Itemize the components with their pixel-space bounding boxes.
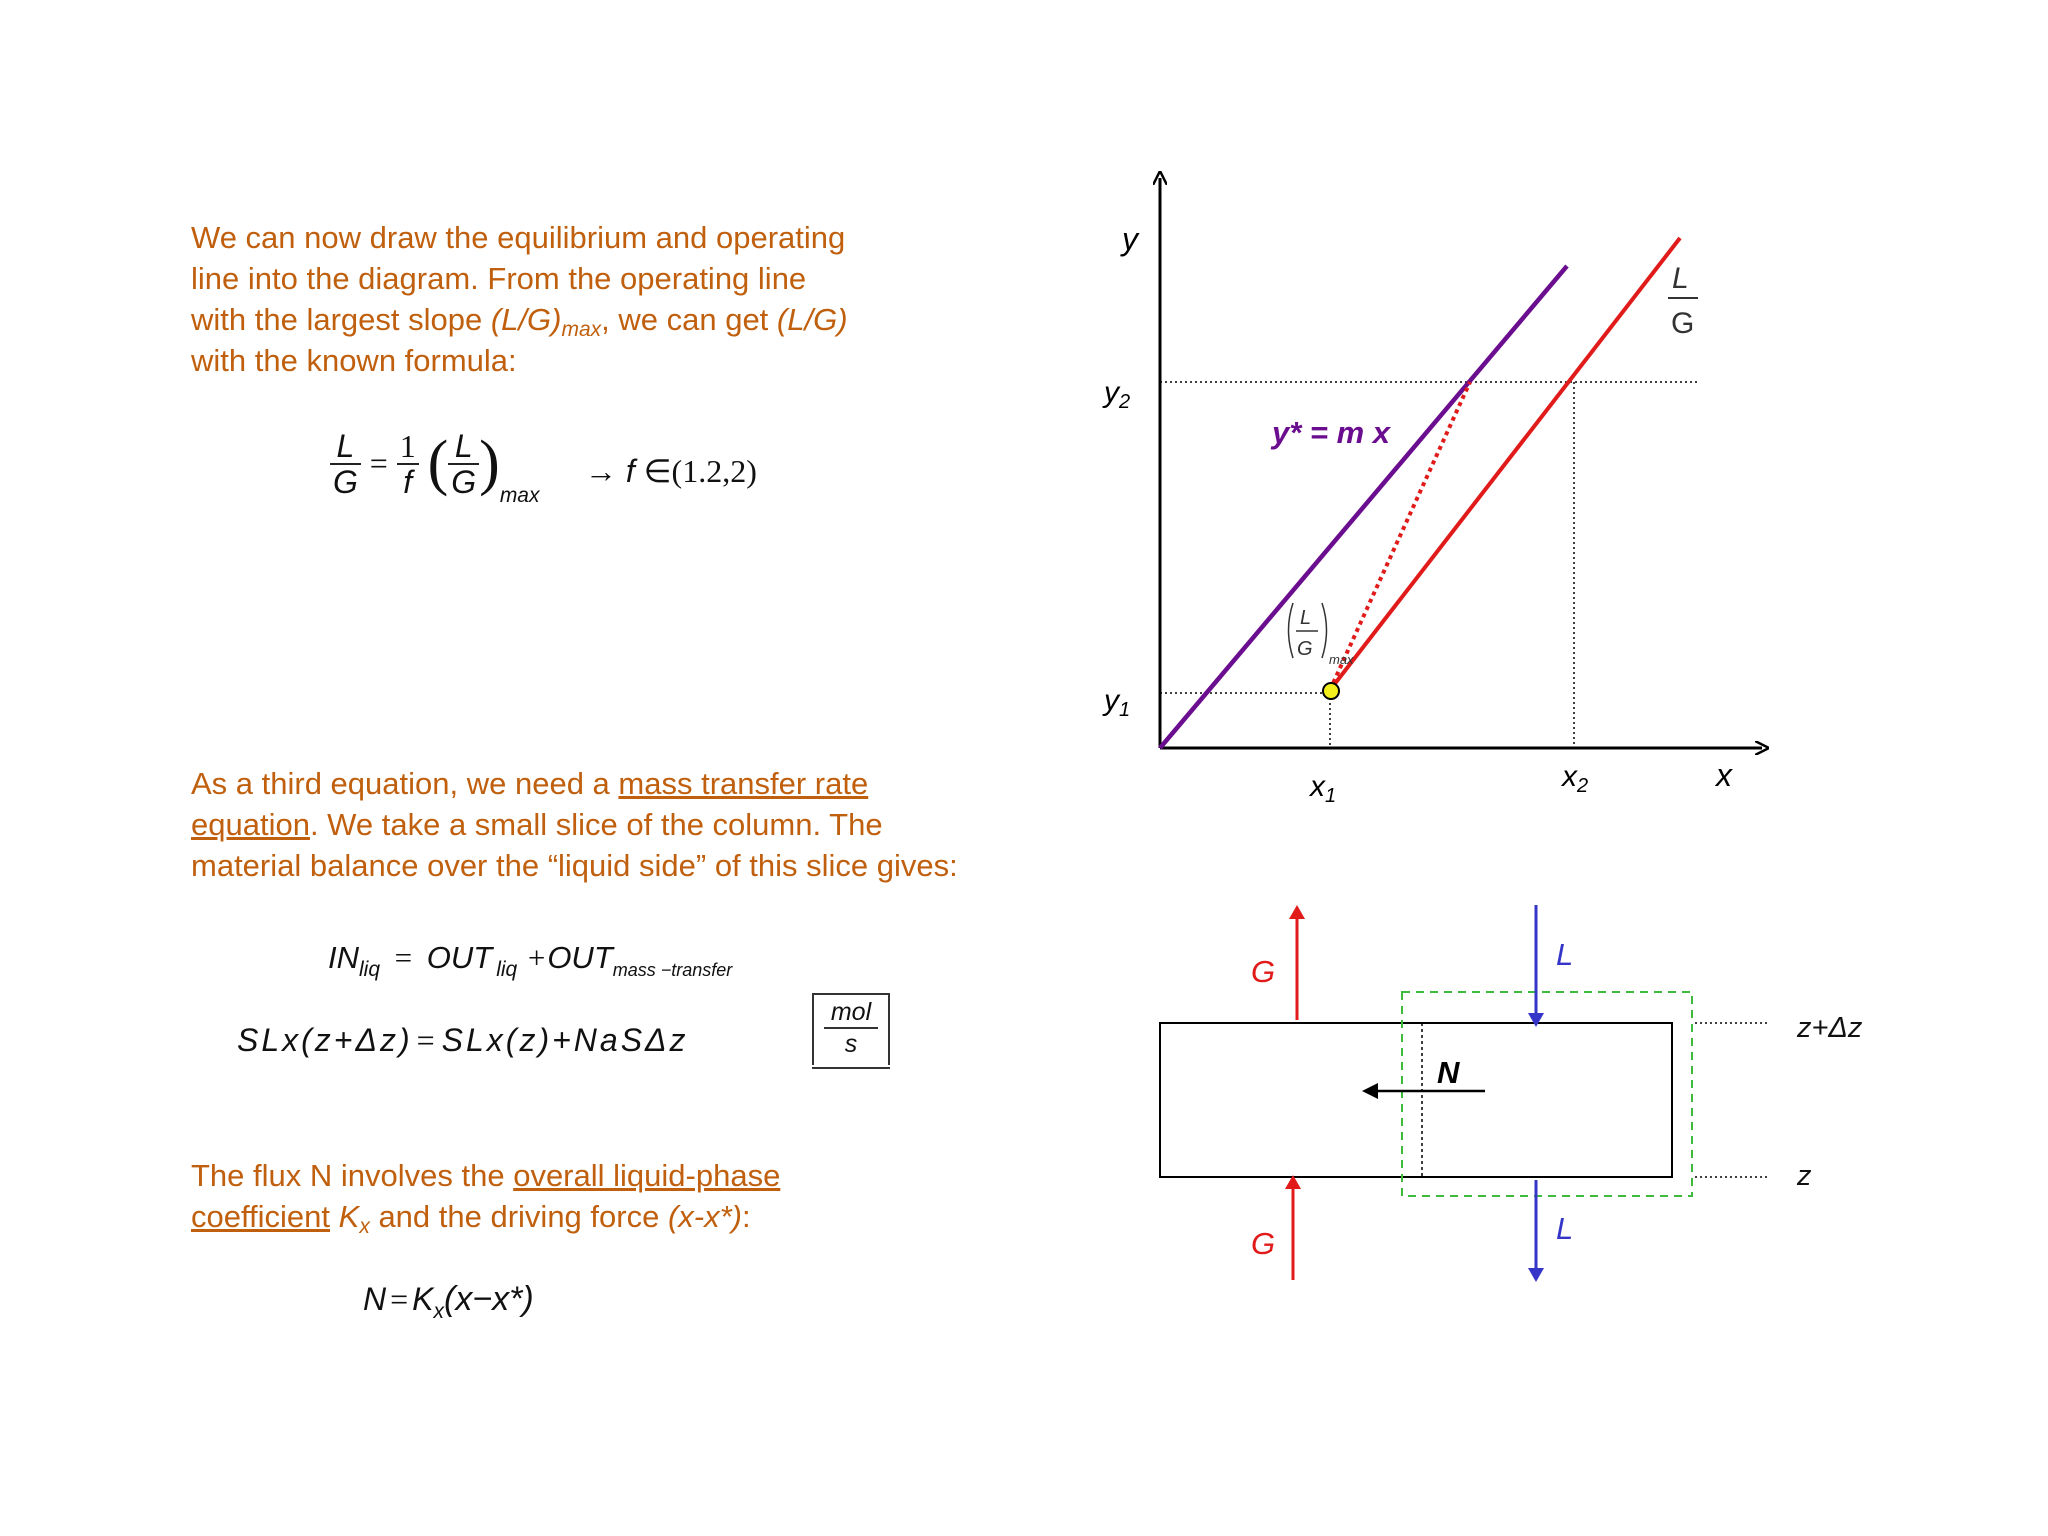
text-line: The flux N involves the overall liquid-phase xyxy=(191,1158,781,1193)
y-axis-label: y xyxy=(1122,221,1138,257)
max-label-sub: max xyxy=(1329,652,1354,667)
y2-label: $y_2$ xyxy=(1104,376,1131,413)
equilibrium-label: y* = m x xyxy=(1272,415,1391,450)
text-line: We can now draw the equilibrium and operating xyxy=(191,220,846,255)
z-dz-label: z+Δz xyxy=(1797,1012,1863,1044)
link-coefficient: coefficient xyxy=(191,1199,331,1234)
equation-flux: $N = K_x(x-x*)$ xyxy=(363,1280,534,1323)
max-label-l: L xyxy=(1300,607,1312,629)
equation-in-out: $IN_{liq}$ = OUT $_{liq} +OUT_{mass -transfer}$ xyxy=(328,940,733,981)
liquid-top-label: L xyxy=(1556,937,1574,972)
link-overall-liquid-phase: overall liquid-phase xyxy=(513,1158,781,1193)
op-label-g: G xyxy=(1671,307,1695,340)
max-label-g: G xyxy=(1297,638,1313,660)
y1-label: $y_1$ xyxy=(1104,684,1131,721)
link-equation: equation xyxy=(191,807,310,842)
x1-label: $x_1$ xyxy=(1310,770,1337,807)
equation-lg-ratio: $\frac{L}{G}$ = $\frac{1}{f}$ ( $\frac{L}{G}$ )$_{max}$ xyxy=(330,428,540,518)
flux-label: N xyxy=(1437,1055,1460,1090)
unit-denominator: s xyxy=(844,1030,858,1058)
link-mass-transfer-rate: mass transfer rate xyxy=(618,766,869,801)
fraction-l-over-g: $\frac{L}{G}$ xyxy=(330,429,361,499)
text-line: line into the diagram. From the operating line xyxy=(191,261,807,296)
equation-slice-balance: SLx(z+Δz) = SLx(z)+NaSΔz xyxy=(237,1022,689,1058)
fraction-l-over-g-max: $\frac{L}{G}$ xyxy=(448,429,479,499)
x2-label: $x_2$ xyxy=(1562,760,1589,797)
text-line: with the largest slope $(L/G)_{max}$, we can get (L/G) xyxy=(191,302,848,341)
text-line: material balance over the “liquid side” of this slice gives: xyxy=(191,848,958,883)
text-line: As a third equation, we need a mass transfer rate xyxy=(191,766,869,801)
liquid-bottom-label: L xyxy=(1556,1211,1574,1246)
gas-top-label: G xyxy=(1251,954,1276,989)
fraction-one-over-f: $\frac{1}{f}$ xyxy=(397,429,419,499)
text-line: equation. We take a small slice of the column. The xyxy=(191,807,883,842)
unit-numerator: mol xyxy=(824,997,878,1029)
text-line: with the known formula: xyxy=(191,343,517,378)
gas-bottom-label: G xyxy=(1251,1226,1276,1261)
op-label-l: L xyxy=(1672,262,1689,295)
x-axis-label: x xyxy=(1716,757,1732,793)
equation-f-range: → f ∈(1.2,2) xyxy=(585,453,757,489)
z-label: z xyxy=(1797,1160,1812,1192)
text-line: coefficient $K_x$ and the driving force (x-x*): xyxy=(191,1199,751,1238)
column-slice xyxy=(1160,1023,1672,1177)
